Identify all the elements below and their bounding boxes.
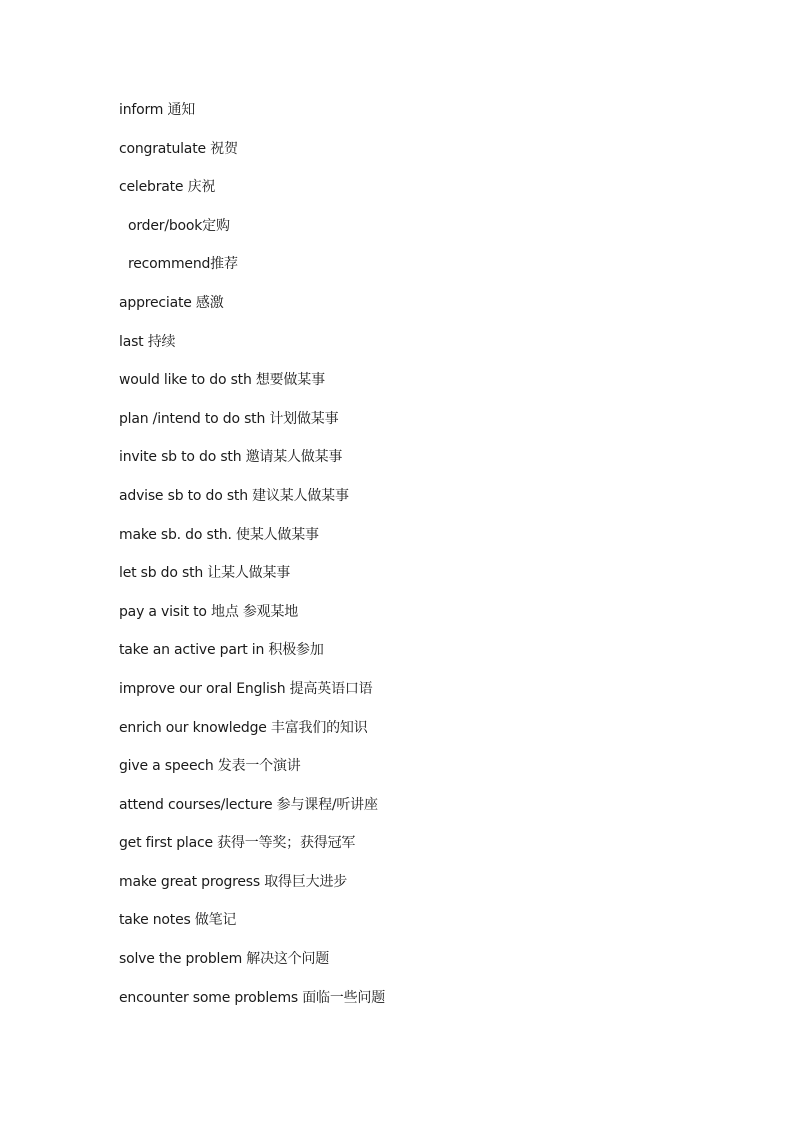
vocab-line: encounter some problems 面临一些问题 bbox=[119, 989, 386, 1006]
vocab-line: take notes 做笔记 bbox=[119, 912, 237, 929]
vocab-line: congratulate 祝贺 bbox=[119, 140, 238, 157]
vocab-line: order/book定购 bbox=[128, 217, 230, 234]
vocab-line: advise sb to do sth 建议某人做某事 bbox=[119, 487, 349, 504]
vocab-line: make sb. do sth. 使某人做某事 bbox=[119, 526, 319, 543]
vocab-line: attend courses/lecture 参与课程/听讲座 bbox=[119, 796, 378, 813]
vocab-line: make great progress 取得巨大进步 bbox=[119, 873, 348, 890]
vocab-line: give a speech 发表一个演讲 bbox=[119, 758, 301, 775]
vocab-line: appreciate 感激 bbox=[119, 294, 224, 311]
vocab-line: pay a visit to 地点 参观某地 bbox=[119, 603, 299, 620]
vocab-line: plan /intend to do sth 计划做某事 bbox=[119, 410, 339, 427]
vocab-line: improve our oral English 提高英语口语 bbox=[119, 680, 373, 697]
vocab-line: get first place 获得一等奖；获得冠军 bbox=[119, 835, 356, 852]
vocab-line: would like to do sth 想要做某事 bbox=[119, 372, 325, 389]
vocab-line: last 持续 bbox=[119, 333, 176, 350]
vocab-line: celebrate 庆祝 bbox=[119, 179, 216, 196]
vocab-line: inform 通知 bbox=[119, 102, 196, 118]
vocab-line: let sb do sth 让某人做某事 bbox=[119, 565, 291, 582]
vocab-line: recommend推荐 bbox=[128, 256, 238, 273]
vocab-line: take an active part in 积极参加 bbox=[119, 642, 324, 659]
vocab-line: invite sb to do sth 邀请某人做某事 bbox=[119, 449, 343, 466]
vocab-line: enrich our knowledge 丰富我们的知识 bbox=[119, 719, 368, 736]
vocabulary-list bbox=[119, 100, 385, 1026]
vocab-line: solve the problem 解决这个问题 bbox=[119, 951, 330, 968]
